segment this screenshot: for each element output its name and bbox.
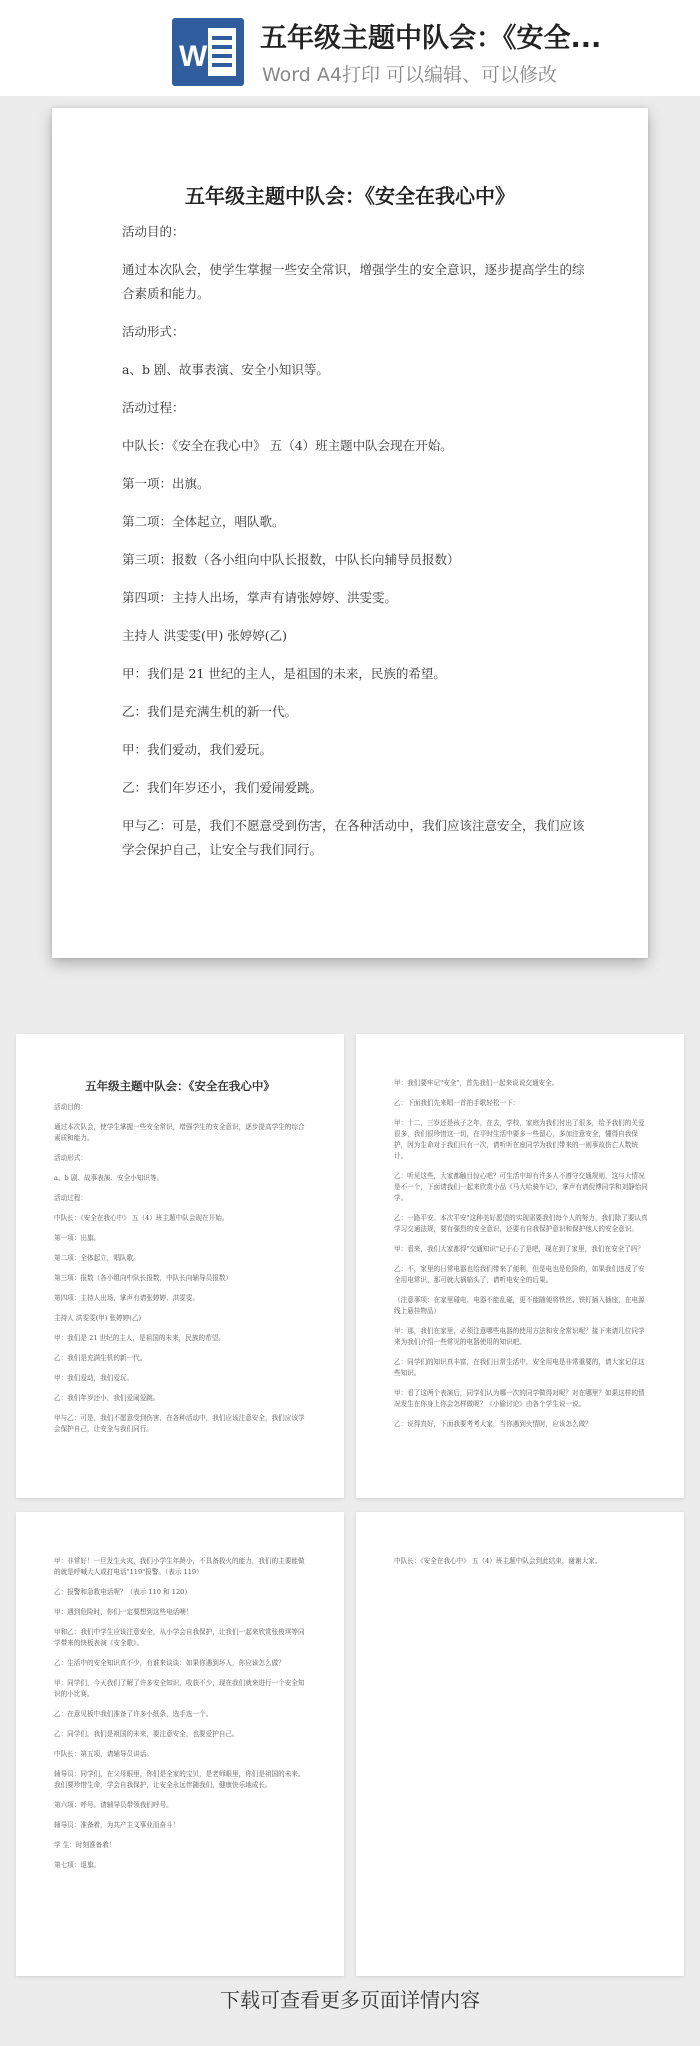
thumbnail-paragraph: 主持人 洪雯雯(甲) 张婷婷(乙)	[54, 1314, 142, 1322]
thumbnail-paragraph: 甲：非常好！一旦发生火灾，我们小学生年龄小，不具备救火的能力，我们的主要能做的就是呼喊大人或打电话"119"报警。（表示 119）	[54, 1557, 305, 1576]
thumbnail-title: 五年级主题中队会：《安全在我心中》	[85, 1079, 275, 1093]
download-more-link[interactable]: 下载可查看更多页面详情内容	[220, 1988, 480, 2012]
thumbnail-paragraph: 甲：我们要牢记"安全"，首先我们一起来说说交通安全。	[394, 1079, 559, 1087]
thumbnail-paragraph: （注意事项：在家里碰电、电器不能乱碰，更不能随便将铁丝、铁钉插入插座，在电源线上悬挂物品）	[394, 1296, 645, 1315]
thumbnail-paragraph: 活动目的：	[54, 1103, 87, 1111]
thumbnail-paragraph: 甲和乙：我们中学生应该注意安全，从小学会自我保护，让我们一起来欣赏张俊琪等同学带来的快板表演《安全歌》。	[54, 1628, 305, 1647]
thumbnail-paragraph: 辅导员：同学们，在父母眼里，你们是全家的宝贝，是老师眼里，你们是祖国的未来。我们要珍惜生命，学会自我保护，让安全永远伴随我们，健康快乐地成长。	[54, 1770, 305, 1789]
page-thumbnail-3[interactable]	[16, 1512, 344, 1976]
document-page-preview	[52, 108, 648, 958]
paragraph: 第一项：出旗。	[122, 476, 210, 491]
thumbnail-paragraph: 甲：我们是 21 世纪的主人，是祖国的未来，民族的希望。	[54, 1334, 225, 1342]
thumbnail-paragraph: 乙：在意见板中我们准备了许多小纸条，选手选一个。	[54, 1710, 213, 1718]
thumbnail-paragraph: 甲：我们爱动，我们爱玩。	[54, 1374, 134, 1382]
thumbnail-body	[356, 1512, 684, 1567]
paragraph: 中队长：《安全在我心中》 五（4）班主题中队会现在开始。	[122, 438, 453, 453]
thumbnail-paragraph: 中队长：第五项，请辅导员讲话。	[54, 1750, 153, 1758]
thumbnail-paragraph: 第二项：全体起立，唱队歌。	[54, 1254, 140, 1262]
page-title: 五年级主题中队会：《安全在我心中》	[185, 184, 515, 208]
paragraph: 甲：我们是 21 世纪的主人，是祖国的未来，民族的希望。	[122, 666, 446, 681]
thumbnail-paragraph: 甲：看来，我们大家都得"交通知识"记于心了是吧，现在到了家里，我们在安全了吗？	[394, 1245, 645, 1253]
paragraph: 活动目的：	[122, 224, 185, 239]
paragraph: 第二项：全体起立，唱队歌。	[122, 514, 285, 529]
thumbnail-paragraph: 中队长：《安全在我心中》 五（4）班主题中队会现在开始。	[54, 1214, 229, 1222]
thumbnail-body	[356, 1034, 684, 1430]
thumbnail-paragraph: 乙：下面我们先来唱一首拍手歌轻松一下：	[394, 1099, 520, 1107]
thumbnail-paragraph: 学 生：时刻准备着！	[54, 1841, 116, 1849]
thumbnail-paragraph: 乙：生活中的安全知识真不少，有谁来谈谈：如果你遇到坏人，你应该怎么做？	[54, 1659, 285, 1667]
paragraph: 主持人 洪雯雯(甲) 张婷婷(乙)	[122, 628, 287, 643]
word-document-icon	[172, 18, 244, 86]
thumbnail-paragraph: 乙：报警和急救电话呢？（表示 110 和 120）	[54, 1588, 191, 1596]
paragraph: 甲：我们爱动，我们爱玩。	[122, 742, 273, 757]
thumbnail-paragraph: 甲：十二，三岁还是孩子之年，在去，学校，家庭为我们付出了很多，给予我们的关爱很多，我们很珍惜这一切，在平时生活中要多一些留心，多加注意安全，懂得自我保护，因为生命对于我们只有一次，请听听在座同学为我们带来的一则事故伤亡人数统计。	[394, 1119, 645, 1160]
thumbnail-paragraph: 甲：看了这两个表演后，同学们认为哪一次的同学做得对呢？对在哪里？如果这样的情况发生在你身上你会怎样做呢？《小偷讨论》由各个学生说一说。	[394, 1389, 645, 1408]
thumbnail-paragraph: 乙：一路平安。本次平安"这种美好愿望的实现需要我们每个人的努力，我们除了要认真学习交通法规，要有强烈的安全意识，还要有自我保护意识和保护他人的安全意识。	[394, 1214, 648, 1233]
thumbnail-paragraph: 第一项：出旗。	[54, 1234, 101, 1242]
thumbnail-paragraph: 第三项：报数（各小组向中队长报数，中队长向辅导员报数）	[54, 1274, 233, 1282]
paragraph: 活动形式：	[122, 324, 185, 339]
thumbnail-paragraph: 甲与乙：可是，我们不愿意受到伤害，在各种活动中，我们应该注意安全，我们应该学会保护自己，让安全与我们同行。	[54, 1414, 305, 1433]
thumbnail-paragraph: 活动形式：	[54, 1154, 87, 1162]
document-subtitle: Word A4打印 可以编辑、可以修改	[262, 64, 558, 86]
paragraph: 乙：我们年岁还小，我们爱闹爱跳。	[122, 780, 323, 795]
thumbnail-paragraph: 乙：说得真好，下面我要考考大家，当你遇到火情时，应该怎么做？	[394, 1420, 592, 1428]
thumbnail-paragraph: 乙：同学们的知识真丰富，在我们日常生活中，安全用电是非常重要的，请大家记住这些知识。	[394, 1358, 645, 1377]
thumbnail-paragraph: 乙：同学们，我们是祖国的未来，要注意安全，也要爱护自己。	[54, 1730, 239, 1738]
paragraph: a、b 剧、故事表演、安全小知识等。	[122, 362, 329, 377]
document-title: 五年级主题中队会：《安全...	[260, 23, 602, 54]
paragraph: 乙：我们是充满生机的新一代。	[122, 704, 298, 719]
page-thumbnail-1[interactable]	[16, 1034, 344, 1498]
paragraph: 第三项：报数（各小组向中队长报数，中队长向辅导员报数）	[122, 552, 460, 567]
thumbnail-paragraph: 中队长：《安全在我心中》 五（4）班主题中队会到此结束，谢谢大家。	[394, 1557, 602, 1565]
svg-text:W: W	[179, 40, 208, 73]
thumbnail-paragraph: 甲：那，我们在家里，必须注意哪些电器的使用方法和安全常识呢？接下来请几位同学来为我们介绍一些常见的电器使用的知识吧。	[394, 1327, 645, 1346]
paragraph: 第四项：主持人出场，掌声有请张婷婷、洪雯雯。	[122, 590, 398, 605]
thumbnail-paragraph: 第六项：呼号。请辅导员带领我们呼号。	[54, 1801, 173, 1809]
paragraph: 通过本次队会，使学生掌握一些安全常识，增强学生的安全意识，逐步提高学生的综合素质和能力。	[122, 262, 585, 301]
thumbnail-paragraph: 乙：听见这些，大家都触目惊心吧？可生活中却有许多人不遵守交通规则，这与大情况是不一个，下面请我们一起来欣赏小品《马大哈骑车记》，掌声有请倪博同学和刘静怡同学。	[394, 1172, 648, 1202]
page-body	[122, 220, 592, 862]
thumbnail-paragraph: 辅导员：准备着，为共产主义事业而奋斗！	[54, 1821, 180, 1829]
thumbnail-paragraph: 通过本次队会，使学生掌握一些安全常识，增强学生的安全意识，逐步提高学生的综合素质和能力。	[54, 1123, 305, 1142]
header	[0, 0, 700, 96]
page-thumbnail-2[interactable]	[356, 1034, 684, 1498]
thumbnail-paragraph: 乙：我们年岁还小，我们爱闹爱跳。	[54, 1394, 160, 1402]
thumbnail-paragraph: a、b 剧、故事表演、安全小知识等。	[54, 1174, 164, 1182]
thumbnail-paragraph: 活动过程：	[54, 1194, 87, 1202]
thumbnail-paragraph: 第四项：主持人出场，掌声有请张婷婷、洪雯雯。	[54, 1294, 200, 1302]
paragraph: 甲与乙：可是，我们不愿意受到伤害，在各种活动中，我们应该注意安全，我们应该学会保护自己，让安全与我们同行。	[122, 818, 585, 857]
thumbnail-body	[16, 1512, 344, 1871]
paragraph: 活动过程：	[122, 400, 185, 415]
thumbnail-paragraph: 甲：同学们，今天我们了解了许多安全知识，收获不少，现在我们就来进行一个安全知识的小比赛。	[54, 1679, 305, 1698]
thumbnail-paragraph: 第七项：退旗。	[54, 1861, 101, 1869]
thumbnail-paragraph: 甲：遇到危险时，你们一定要想到这些电话噢！	[54, 1608, 193, 1616]
thumbnail-paragraph: 乙：不，家里的日常电器也给我们带来了便利，但是电也是危险的，如果我们违反了安全用电常识，那可就大祸临头了，请听电安全的后果。	[394, 1265, 645, 1284]
thumbnail-paragraph: 乙：我们是充满生机的新一代。	[54, 1354, 147, 1362]
thumbnail-body	[16, 1102, 344, 1435]
page-thumbnail-4[interactable]	[356, 1512, 684, 1976]
